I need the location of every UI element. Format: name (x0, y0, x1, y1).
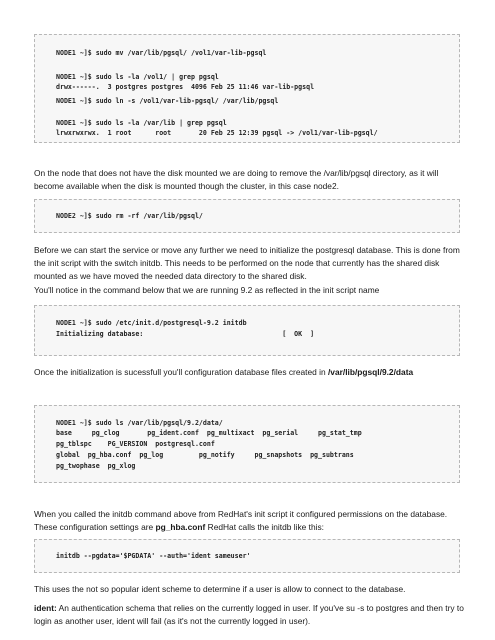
code-line: initdb --pgdata='$PGDATA' --auth='ident sameuser' (56, 552, 251, 560)
paragraph-text: An authentication schema that relies on the currently logged in user. If you've su -s to postgres and then try to login as another user, ident will fail (as it's not the currently logged in user). (34, 603, 464, 626)
code-line: NODE1 ~]$ sudo ls -la /var/lib | grep pgsql (56, 119, 227, 127)
paragraph-version-note: You'll notice in the command below that we are running 9.2 as reflected in the init script name (34, 285, 380, 295)
paragraph-text: Once the initialization is sucessfull you'll configuration database files created in (34, 367, 328, 377)
term-ident: ident: (34, 603, 57, 613)
code-line: NODE1 ~]$ sudo mv /var/lib/pgsql/ /vol1/var-lib-pgsql (56, 49, 267, 57)
paragraph-permissions (34, 508, 464, 534)
code-line: drwx------. 3 postgres postgres 4096 Feb 25 11:46 var-lib-pgsql (56, 83, 315, 91)
paragraph-initialize-db: Before we can start the service or move any further we need to initialize the postgresql database. This is done from the init script with the switch initdb. This needs to be performed on the node that currently has the shared disk mounted as we have moved the needed data directory to the shared disk. (34, 245, 460, 281)
code-block-initdb-call (34, 539, 460, 573)
paragraph-ident-scheme: This uses the not so popular ident scheme to determine if a user is allow to connect to the database. (34, 584, 406, 594)
code-line: lrwxrwxrwx. 1 root root 20 Feb 25 12:39 pgsql -> /vol1/var-lib-pgsql/ (56, 129, 378, 137)
code-line: NODE1 ~]$ sudo ls -la /vol1/ | grep pgsql (56, 73, 219, 81)
config-file-name: pg_hba.conf (155, 522, 206, 532)
code-block-remove-pgsql (34, 199, 460, 233)
code-line: NODE1 ~]$ sudo ls /var/lib/pgsql/9.2/data/ (56, 419, 223, 427)
code-block-initdb (34, 305, 460, 356)
code-block-move-pgsql (34, 34, 460, 143)
code-line: NODE1 ~]$ sudo /etc/init.d/postgresql-9.2 initdb (56, 319, 247, 327)
code-block-data-listing (34, 405, 460, 483)
code-line: Initializing database: [ OK ] (56, 330, 315, 338)
code-line: NODE2 ~]$ sudo rm -rf /var/lib/pgsql/ (56, 212, 203, 220)
code-line: pg_tblspc PG_VERSION postgresql.conf (56, 440, 215, 448)
paragraph-init-success (34, 366, 464, 379)
paragraph-text: When you called the initdb command above from RedHat's init script it configured permissions on the database. These configuration settings are (34, 509, 448, 532)
code-line: base pg_clog pg_ident.conf pg_multixact pg_serial pg_stat_tmp (56, 429, 362, 437)
code-line: NODE1 ~]$ sudo ln -s /vol1/var-lib-pgsql/ /var/lib/pgsql (56, 97, 279, 105)
paragraph-remove-directory: On the node that does not have the disk mounted we are doing to remove the /var/lib/pgsql directory, as it will become available when the disk is mounted though the cluster, in this case node2. (34, 168, 439, 191)
code-line: pg_twophase pg_xlog (56, 462, 136, 470)
data-path: /var/lib/pgsql/9.2/data (327, 367, 414, 377)
code-line: global pg_hba.conf pg_log pg_notify pg_snapshots pg_subtrans (56, 451, 354, 459)
paragraph-text: RedHat calls the initdb like this: (205, 522, 325, 532)
paragraph-ident-definition (34, 602, 464, 628)
